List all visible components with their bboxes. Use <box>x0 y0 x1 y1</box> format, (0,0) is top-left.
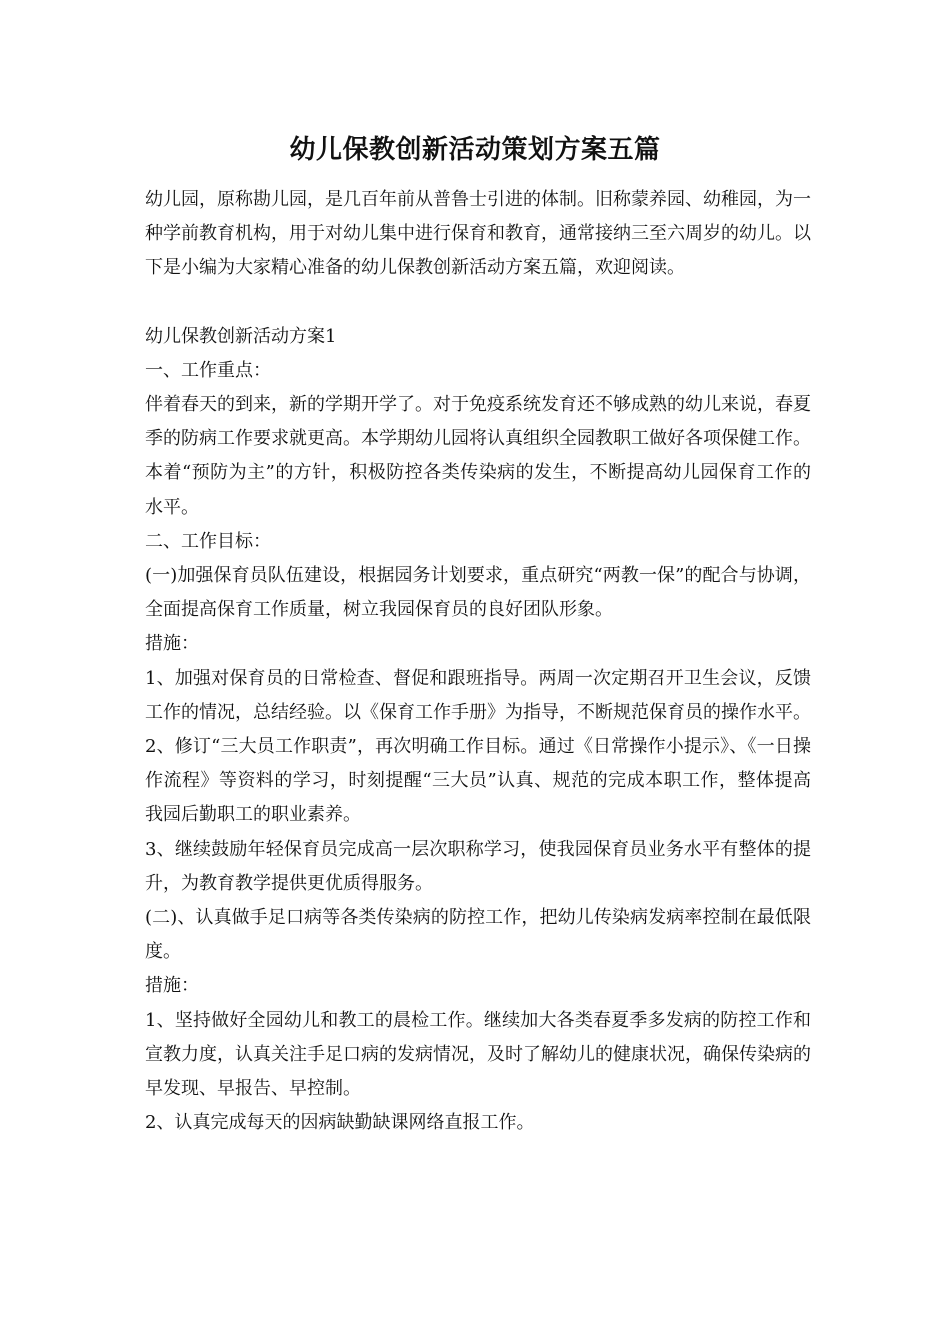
subheading-work-focus: 一、工作重点： <box>145 359 271 381</box>
paragraph-gap <box>145 286 811 320</box>
measures-label: 措施： <box>145 633 199 655</box>
list-item: 3、继续鼓励年轻保育员完成高一层次职称学习，使我园保育员业务水平有整体的提升，为教育教学提供更优质得服务。 <box>145 838 811 894</box>
paragraph: 伴着春天的到来，新的学期开学了。对于免疫系统发育还不够成熟的幼儿来说，春夏季的防病工作要求就更高。本学期幼儿园将认真组织全园教职工做好各项保健工作。本着“预防为主”的方针，积极防控各类传染病的发生，不断提高幼儿园保育工作的水平。 <box>145 394 811 518</box>
document-title: 幼儿保教创新活动策划方案五篇 <box>289 135 661 165</box>
subheading-work-goals: 二、工作目标： <box>145 530 271 552</box>
paragraph: (一)加强保育员队伍建设，根据园务计划要求，重点研究“两教一保”的配合与协调，全面提高保育工作质量，树立我园保育员的良好团队形象。 <box>145 565 811 621</box>
paragraph: (二)、认真做手足口病等各类传染病的防控工作，把幼儿传染病发病率控制在最低限度。 <box>145 907 811 963</box>
measures-label: 措施： <box>145 975 199 997</box>
list-item: 1、加强对保育员的日常检查、督促和跟班指导。两周一次定期召开卫生会议，反馈工作的情况，总结经验。以《保育工作手册》为指导，不断规范保育员的操作水平。 <box>145 667 811 723</box>
list-item: 1、坚持做好全园幼儿和教工的晨检工作。继续加大各类春夏季多发病的防控工作和宣教力度，认真关注手足口病的发病情况，及时了解幼儿的健康状况，确保传染病的早发现、早报告、早控制。 <box>145 1009 811 1100</box>
document-body <box>145 183 811 1140</box>
list-item: 2、认真完成每天的因病缺勤缺课网络直报工作。 <box>145 1112 535 1134</box>
list-item: 2、修订“三大员工作职责”，再次明确工作目标。通过《日常操作小提示》、《一日操作流程》等资料的学习，时刻提醒“三大员”认真、规范的完成本职工作，整体提高我园后勤职工的职业素养。 <box>145 736 811 826</box>
section-heading: 幼儿保教创新活动方案1 <box>145 325 337 347</box>
intro-paragraph: 幼儿园，原称勘儿园，是几百年前从普鲁士引进的体制。旧称蒙养园、幼稚园，为一种学前教育机构，用于对幼儿集中进行保育和教育，通常接纳三至六周岁的幼儿。以下是小编为大家精心准备的幼儿保教创新活动方案五篇，欢迎阅读。 <box>145 189 811 279</box>
